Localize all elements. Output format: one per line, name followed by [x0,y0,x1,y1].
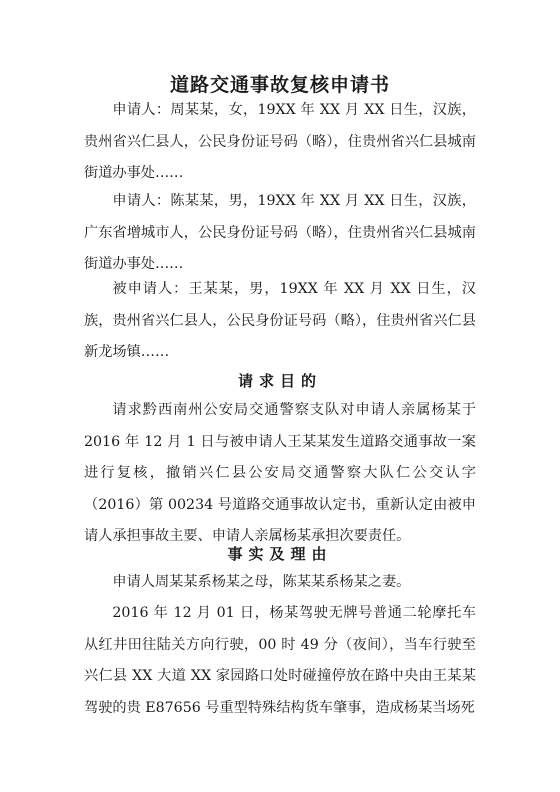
purpose-heading: 请求目的 [237,372,322,390]
applicant-2-paragraph: 申请人：陈某某，男，19XX 年 XX 月 XX 日生，汉族，广东省增城市人，公民身份证号码（略），住贵州省兴仁县城南街道办事处…… [84,193,476,272]
purpose-paragraph: 请求黔西南州公安局交通警察支队对申请人亲属杨某于 2016 年 12 月 1 日与被申请人王某某发生道路交通事故一案进行复核，撤销兴仁县公安局交通警察大队仁公交认字（2016）第 00234 号道路交通事故认定书，重新认定由被申请人承担事故主要、申请人亲属杨某承担次要责任。 [84,402,476,544]
facts-paragraph-2: 2016 年 12 月 01 日，杨某驾驶无牌号普通二轮摩托车从红井田往陆关方向行驶，00 时 49 分（夜间），当车行驶至兴仁县 XX 大道 XX 家园路口处时碰撞停放在路中央由王某某驾驶的贵 E87656 号重型特殊结构货车肇事，造成杨某当场死 [84,605,476,716]
facts-heading: 事实及理由 [227,545,333,563]
document-title: 道路交通事故复核申请书 [169,74,390,96]
applicant-1-paragraph: 申请人：周某某，女，19XX 年 XX 月 XX 日生，汉族，贵州省兴仁县人，公民身份证号码（略），住贵州省兴仁县城南街道办事处…… [84,102,476,181]
respondent-paragraph: 被申请人：王某某，男，19XX 年 XX 月 XX 日生，汉族，贵州省兴仁县人，公民身份证号码（略），住贵州省兴仁县新龙场镇…… [84,281,476,360]
facts-paragraph-1: 申请人周某某系杨某之母，陈某某系杨某之妻。 [112,574,411,590]
